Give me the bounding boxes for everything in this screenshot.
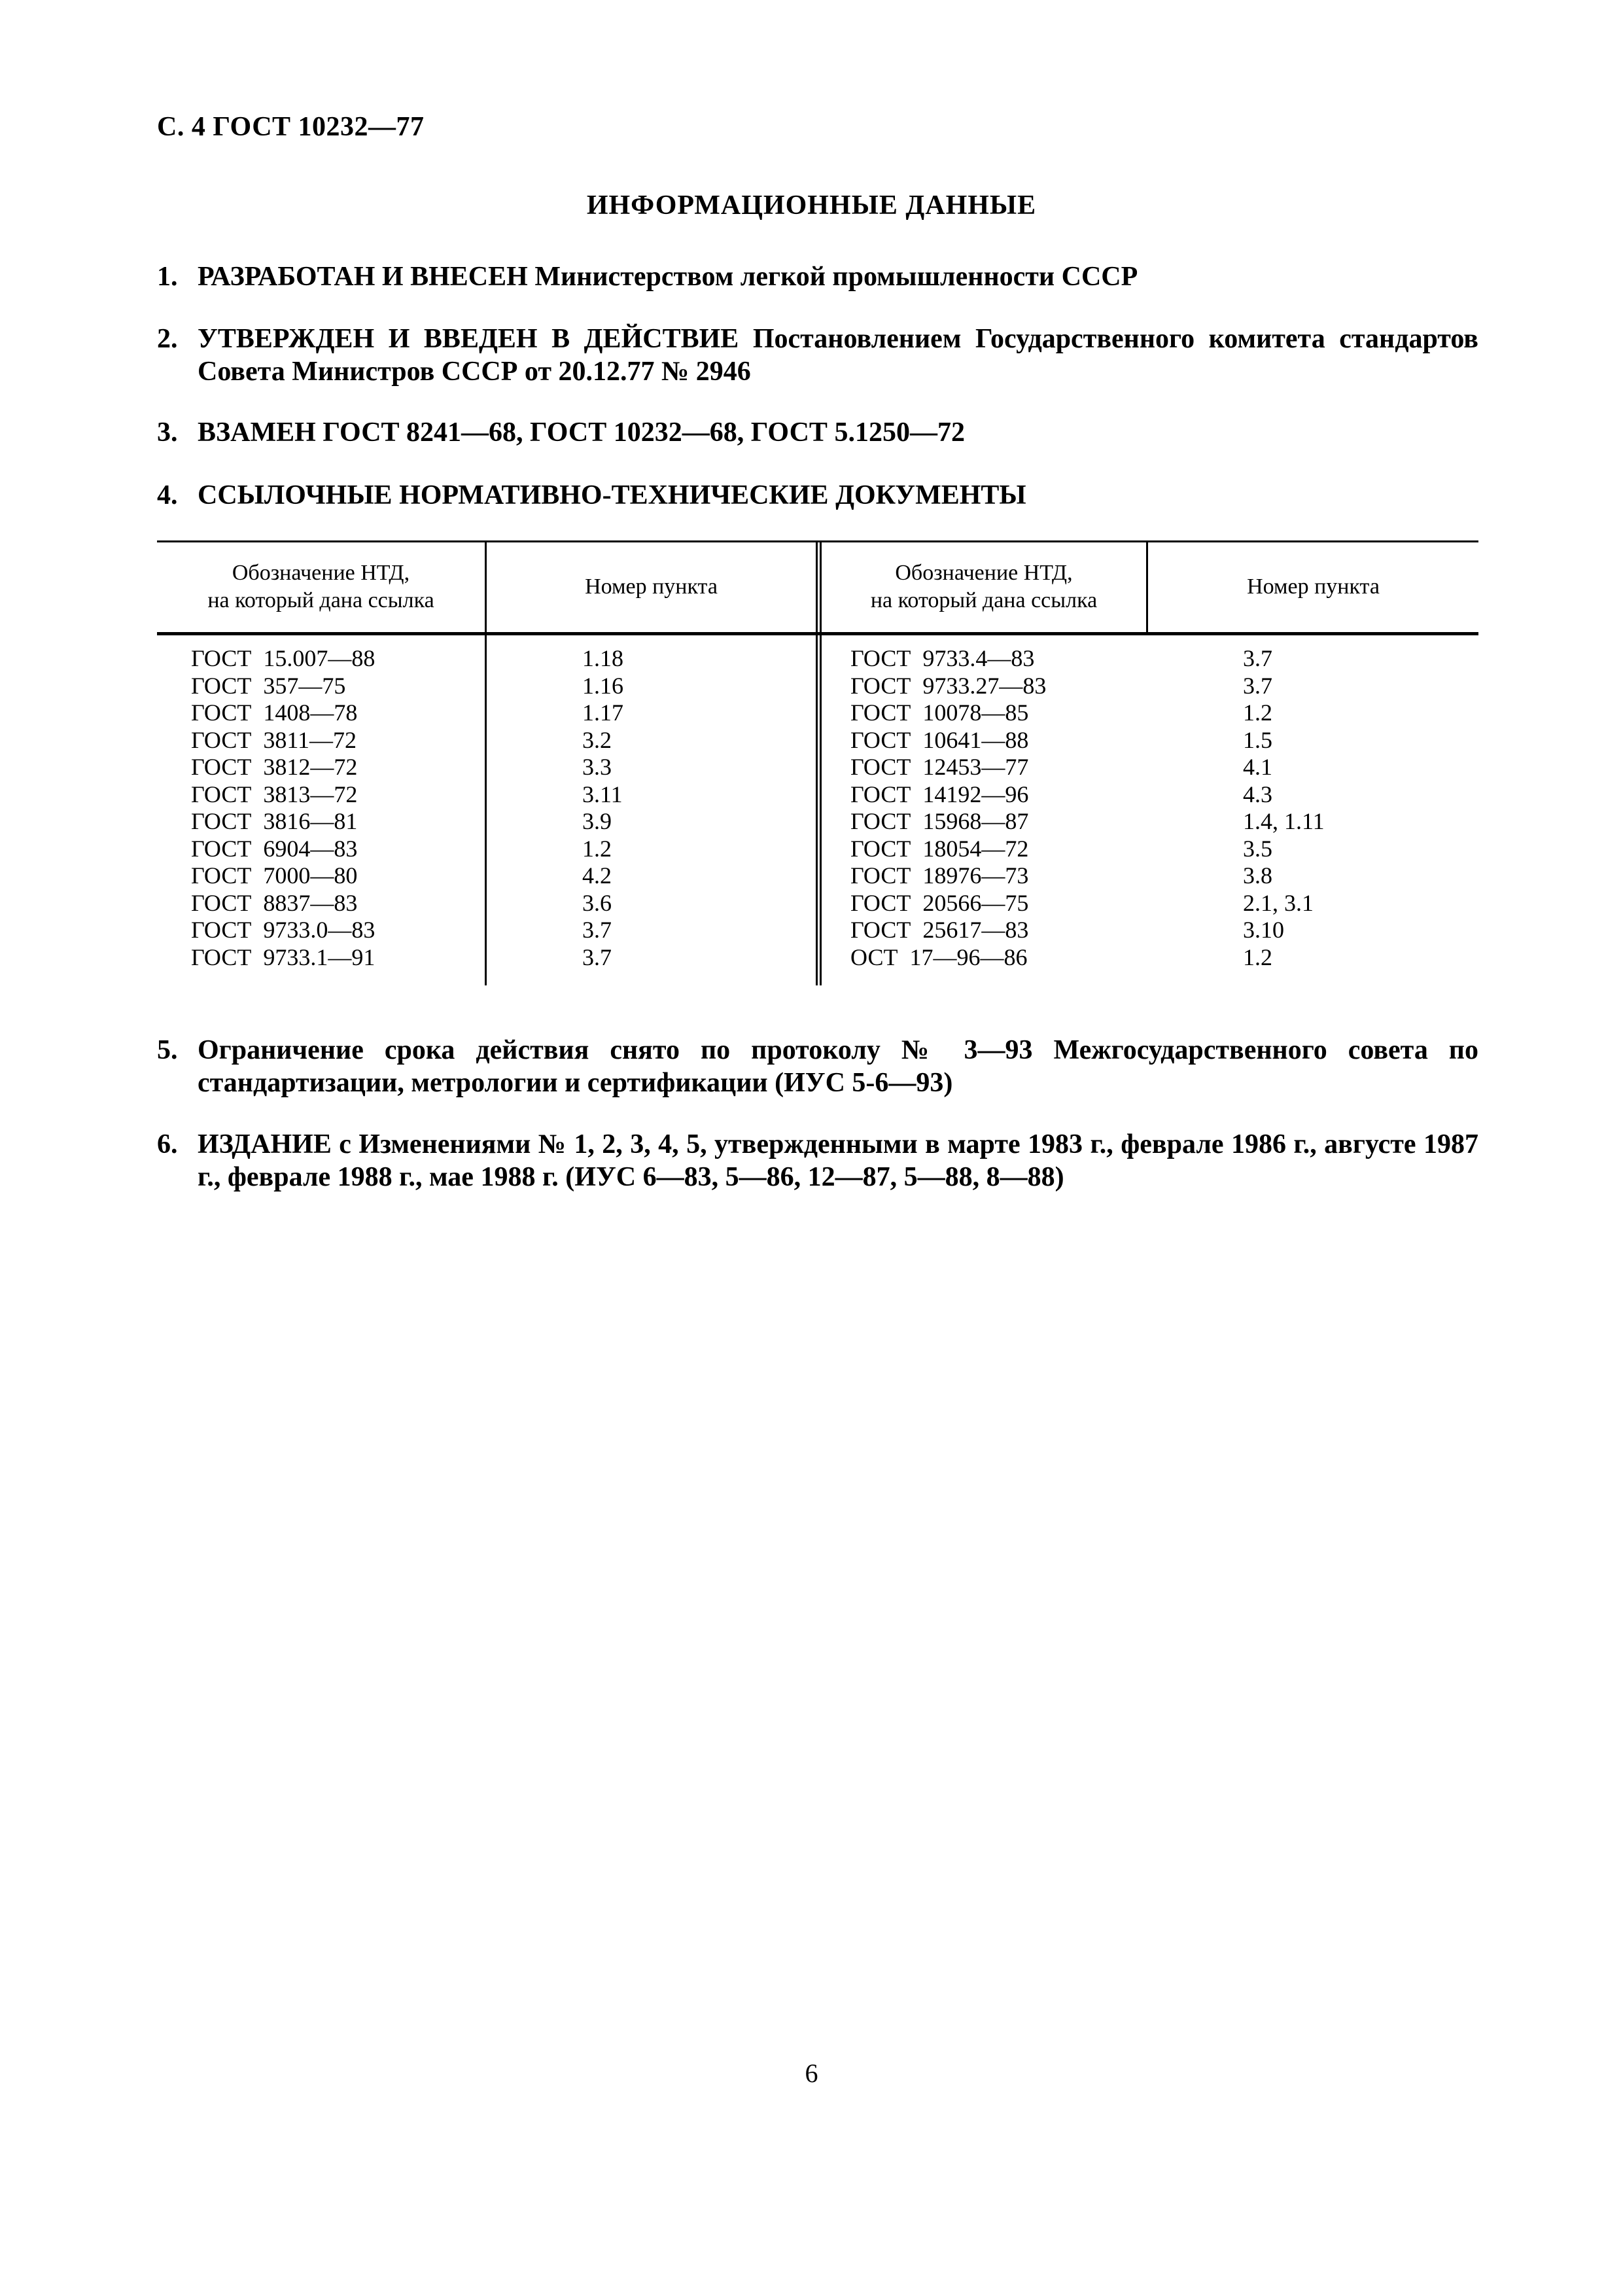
item-number: 6.	[157, 1129, 178, 1159]
table-cell-doc: ГОСТ 15.007—88	[191, 645, 375, 671]
page-number: 6	[805, 2058, 818, 2088]
table-cell-doc: ГОСТ 3811—72	[191, 726, 357, 753]
table-cell-doc: ОСТ 17—96—86	[850, 944, 1028, 970]
table-column-divider	[816, 540, 818, 985]
table-cell-point: 4.2	[582, 862, 612, 889]
table-cell-point: 1.18	[582, 645, 623, 671]
table-cell-point: 1.16	[582, 672, 623, 699]
info-item-3	[157, 416, 1478, 449]
table-cell-doc: ГОСТ 9733.27—83	[850, 672, 1047, 699]
info-item-5	[157, 1034, 1478, 1099]
item-heading: ИЗДАНИЕ	[198, 1129, 332, 1159]
right-doc-column	[850, 645, 1046, 971]
table-cell-point: 1.2	[1243, 944, 1272, 970]
header-doc-designation-right: Обозначение НТД, на который дана ссылка	[870, 561, 1098, 612]
info-item-4	[157, 479, 1478, 512]
table-cell-doc: ГОСТ 18976—73	[850, 862, 1029, 889]
table-cell-point: 3.8	[1243, 862, 1272, 889]
item-text: с Изменениями № 1, 2, 3, 4, 5, утвержденными в марте 1983 г., феврале 1986 г., августе 1987 г., феврале 1988 г., мае 1988 г. (ИУС 6—83, 5—86, 12—87, 5—88, 8—88)	[198, 1129, 1478, 1192]
item-heading: РАЗРАБОТАН И ВНЕСЕН	[198, 262, 528, 292]
table-cell-point: 1.5	[1243, 726, 1272, 753]
table-cell-doc: ГОСТ 357—75	[191, 672, 346, 699]
table-cell-doc: ГОСТ 14192—96	[850, 781, 1029, 807]
table-cell-point: 3.11	[582, 781, 623, 807]
table-cell-point: 1.2	[582, 835, 612, 862]
left-point-column	[582, 645, 623, 971]
table-cell-doc: ГОСТ 6904—83	[191, 835, 358, 862]
item-text: Ограничение срока действия снято по протоколу № 3—93 Межгосударственного совета по стандартизации, метрологии и сертификации (ИУС 5-6—93)	[198, 1035, 1478, 1098]
item-number: 3.	[157, 417, 178, 448]
table-cell-doc: ГОСТ 10641—88	[850, 726, 1029, 753]
table-cell-point: 3.10	[1243, 917, 1284, 943]
table-cell-point: 3.2	[582, 726, 612, 753]
right-point-column	[1243, 645, 1325, 971]
info-item-6	[157, 1128, 1478, 1193]
item-number: 1.	[157, 262, 178, 292]
item-text: Постановлением Государственного комитета стандартов Совета Министров СССР от 20.12.77 № 2946	[198, 324, 1478, 387]
info-item-1	[157, 260, 1478, 293]
table-cell-point: 3.5	[1243, 835, 1272, 862]
table-cell-point: 3.7	[582, 917, 612, 943]
table-cell-doc: ГОСТ 15968—87	[850, 808, 1029, 834]
item-heading: ССЫЛОЧНЫЕ НОРМАТИВНО-ТЕХНИЧЕСКИЕ ДОКУМЕНТЫ	[198, 480, 1026, 510]
table-cell-doc: ГОСТ 9733.1—91	[191, 944, 375, 970]
table-cell-doc: ГОСТ 3812—72	[191, 754, 358, 780]
table-cell-doc: ГОСТ 20566—75	[850, 889, 1029, 916]
document-title: ИНФОРМАЦИОННЫЕ ДАННЫЕ	[586, 190, 1037, 221]
table-cell-doc: ГОСТ 3813—72	[191, 781, 358, 807]
header-doc-designation-left: Обозначение НТД, на который дана ссылка	[207, 561, 434, 612]
info-item-2	[157, 323, 1478, 388]
item-number: 2.	[157, 324, 178, 354]
table-cell-point: 1.2	[1243, 699, 1272, 726]
item-heading: ВЗАМЕН ГОСТ 8241—68, ГОСТ 10232—68, ГОСТ 5.1250—72	[198, 417, 965, 448]
table-cell-point: 3.6	[582, 889, 612, 916]
table-cell-point: 3.7	[1243, 645, 1272, 671]
table-cell-point: 3.7	[582, 944, 612, 970]
table-cell-point: 4.1	[1243, 754, 1272, 780]
table-cell-doc: ГОСТ 10078—85	[850, 699, 1029, 726]
table-cell-doc: ГОСТ 7000—80	[191, 862, 358, 889]
item-heading: УТВЕРЖДЕН И ВВЕДЕН В ДЕЙСТВИЕ	[198, 324, 739, 354]
page-header: С. 4 ГОСТ 10232—77	[157, 112, 425, 142]
table-cell-point: 3.9	[582, 808, 612, 834]
table-cell-point: 2.1, 3.1	[1243, 889, 1314, 916]
table-cell-doc: ГОСТ 9733.0—83	[191, 917, 375, 943]
left-doc-column	[191, 645, 375, 971]
table-cell-doc: ГОСТ 12453—77	[850, 754, 1029, 780]
item-number: 4.	[157, 480, 178, 510]
header-point-number-left: Номер пункта	[585, 574, 718, 599]
table-cell-doc: ГОСТ 3816—81	[191, 808, 358, 834]
table-cell-doc: ГОСТ 18054—72	[850, 835, 1029, 862]
table-cell-point: 1.17	[582, 699, 623, 726]
table-cell-point: 1.4, 1.11	[1243, 808, 1325, 834]
table-cell-doc: ГОСТ 9733.4—83	[850, 645, 1035, 671]
reference-documents-table	[157, 540, 1478, 985]
table-cell-point: 3.7	[1243, 672, 1272, 699]
table-cell-point: 4.3	[1243, 781, 1272, 807]
item-number: 5.	[157, 1035, 178, 1065]
table-cell-doc: ГОСТ 8837—83	[191, 889, 358, 916]
item-text: Министерством легкой промышленности СССР	[527, 262, 1138, 292]
table-cell-doc: ГОСТ 25617—83	[850, 917, 1029, 943]
table-cell-point: 3.3	[582, 754, 612, 780]
table-cell-doc: ГОСТ 1408—78	[191, 699, 358, 726]
header-point-number-right: Номер пункта	[1247, 574, 1380, 599]
